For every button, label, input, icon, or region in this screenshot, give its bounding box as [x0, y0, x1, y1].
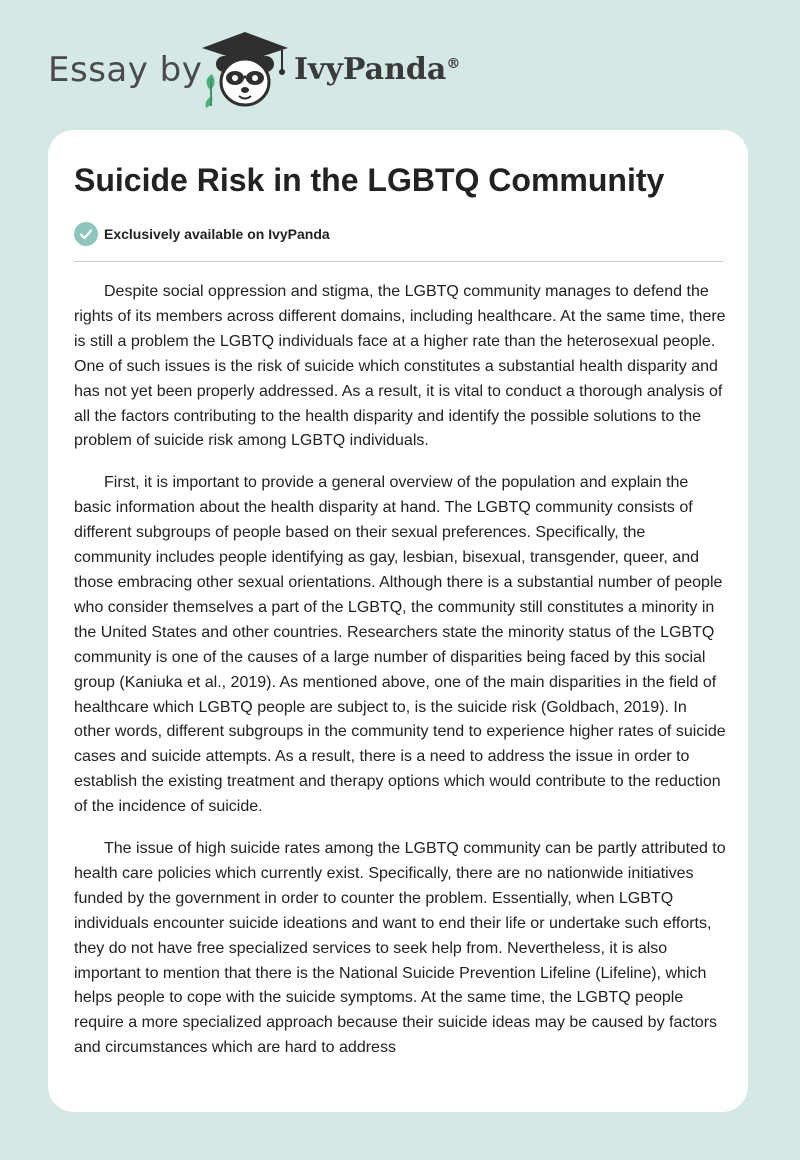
paragraph: First, it is important to provide a general overview of the population and explain the basic information about the health disparity at hand. The LGBTQ community consists of different subgroups of people based on their sexual preferences. Specifically, the community includes people identifying as gay, lesbian, bisexual, transgender, queer, and those embracing other sexual orientations. Although there is a substantial number of people who consider themselves a part of the LGBTQ, the community still constitutes a minority in the United States and other countries. Researchers state the minority status of the LGBTQ community is one of the causes of a large number of disparities being faced by this social group (Kaniuka et al., 2019). As mentioned above, one of the main disparities in the field of healthcare which LGBTQ people are subject to, is the suicide risk (Goldbach, 2019). In other words, different subgroups in the community tend to experience higher rates of suicide cases and suicide attempts. As a result, there is a need to address the issue in order to establish the existing treatment and therapy options which would contribute to the reduction of the incidence of suicide.: [74, 474, 726, 816]
brand-name[interactable]: [294, 52, 460, 87]
site-header: [0, 0, 800, 130]
check-icon: [74, 222, 98, 246]
paragraph: Despite social oppression and stigma, the LGBTQ community manages to defend the rights of its members across different domains, including healthcare. At the same time, there is still a problem the LGBTQ individuals face at a higher rate than the heterosexual people. One of such issues is the risk of suicide which constitutes a substantial health disparity and has not yet been properly addressed. As a result, it is vital to conduct a thorough analysis of all the factors contributing to the health disparity and identify the possible solutions to the problem of suicide risk among LGBTQ individuals.: [74, 283, 726, 450]
essay-card: [48, 130, 748, 1112]
registered-mark: ®: [446, 56, 461, 72]
badge-label: Exclusively available on IvyPanda: [104, 226, 330, 242]
essay-by-label: Essay by: [48, 50, 203, 90]
divider: [74, 261, 724, 262]
panda-logo-icon[interactable]: [200, 30, 290, 110]
essay-body: [74, 280, 726, 1078]
paragraph: The issue of high suicide rates among the LGBTQ community can be partly attributed to health care policies which currently exist. Specifically, there are no nationwide initiatives funded by the government in order to counter the problem. Essentially, when LGBTQ individuals encounter suicide ideations and want to end their life or undertake such efforts, they do not have free specialized services to seek help from. Nevertheless, it is also important to mention that there is the National Suicide Prevention Lifeline (Lifeline), which helps people to cope with the suicide symptoms. At the same time, the LGBTQ people require a more specialized approach because their suicide ideas may be caused by factors and circumstances which are hard to address: [74, 840, 726, 1057]
brand-text: IvyPanda: [294, 52, 447, 87]
page-title: Suicide Risk in the LGBTQ Community: [74, 162, 665, 198]
exclusive-badge: [74, 222, 330, 246]
